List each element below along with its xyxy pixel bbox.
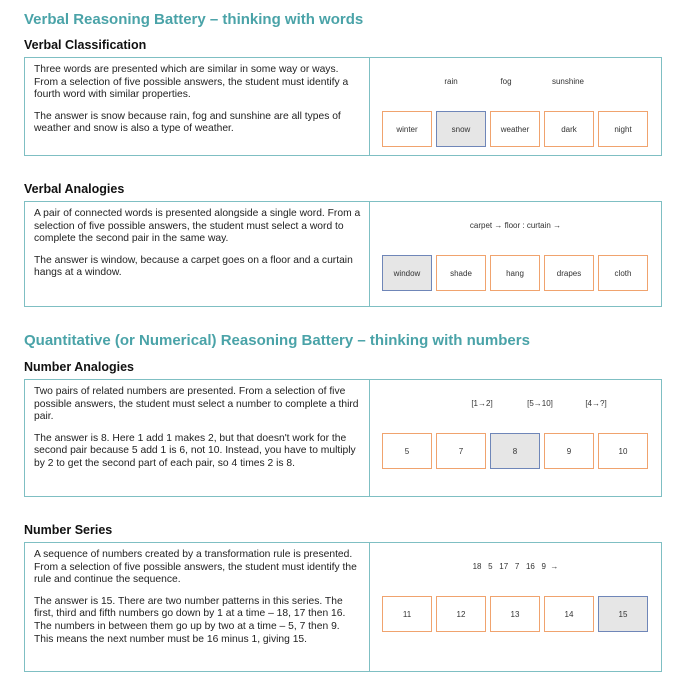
option-box: 13 (490, 596, 540, 632)
option-box: hang (490, 255, 540, 291)
example-panel (370, 380, 661, 496)
option-box: dark (544, 111, 594, 147)
description-paragraph: Three words are presented which are similar in some way or ways. From a selection of five possible answers, the student must identify a fourth word with similar properties. (34, 64, 349, 101)
answer-explanation: The answer is window, because a carpet goes on a floor and a curtain hangs at a window. (34, 254, 353, 279)
option-box-selected: snow (436, 111, 486, 147)
option-box: 14 (544, 596, 594, 632)
item-title-verbal-analogies: Verbal Analogies (24, 182, 125, 196)
prompt-pair: [1→2] (471, 399, 493, 408)
description-box (25, 380, 370, 496)
option-box: shade (436, 255, 486, 291)
prompt-word: fog (500, 77, 512, 86)
option-box: 10 (598, 433, 648, 469)
panel-number-analogies (24, 379, 662, 497)
option-box: weather (490, 111, 540, 147)
answer-options (382, 255, 652, 293)
answer-explanation: The answer is snow because rain, fog and sunshine are all types of weather and snow is also a type of weather. (34, 110, 341, 135)
description-paragraph: A pair of connected words is presented alongside a single word. From a selection of five possible answers, the student must select a word to complete the second pair in the same way. (34, 208, 361, 245)
description-box (25, 543, 370, 671)
description-box (25, 202, 370, 306)
option-box: cloth (598, 255, 648, 291)
answer-explanation: The answer is 15. There are two number patterns in this series. The first, third and fifth numbers go down by 1 at a time – 18, 17 then 16. The numbers in between them go up by two at a time – 5, 7 then 9. This means the next number must be 16 minus 1, giving 15. (34, 595, 346, 645)
prompt-sequence: 18 5 17 7 16 9 → (472, 562, 559, 571)
option-box: 7 (436, 433, 486, 469)
example-panel (370, 543, 661, 671)
prompt-pair: [4→?] (585, 399, 607, 408)
option-box: 12 (436, 596, 486, 632)
prompt-word: sunshine (551, 77, 585, 86)
option-box: 5 (382, 433, 432, 469)
description-box (25, 58, 370, 155)
panel-number-series (24, 542, 662, 672)
option-box-selected: 8 (490, 433, 540, 469)
option-box: night (598, 111, 648, 147)
option-box-selected: 15 (598, 596, 648, 632)
description-paragraph: Two pairs of related numbers are presented. From a selection of five possible answers, the student must select a number to complete a third pair. (34, 386, 359, 423)
example-panel (370, 58, 661, 155)
section-title-quantitative: Quantitative (or Numerical) Reasoning Battery – thinking with numbers (24, 332, 530, 349)
prompt-text: carpet → floor : curtain → (469, 221, 562, 230)
description-paragraph: A sequence of numbers created by a transformation rule is presented. From a selection of five possible answers, the student must identify the rule and continue the sequence. (34, 549, 357, 586)
prompt-word: rain (444, 77, 458, 86)
panel-verbal-analogies (24, 201, 662, 307)
answer-explanation: The answer is 8. Here 1 add 1 makes 2, but that doesn't work for the second pair because 5 add 1 is 6, not 10. Instead, you have to multiply by 2 to get the second part of each pair, so 4 times 2 is 8. (34, 432, 356, 469)
prompt-pair: [5→10] (527, 399, 553, 408)
option-box-selected: window (382, 255, 432, 291)
item-title-number-analogies: Number Analogies (24, 360, 134, 374)
question-prompt (370, 562, 661, 571)
example-panel (370, 202, 661, 306)
option-box: 9 (544, 433, 594, 469)
option-box: 11 (382, 596, 432, 632)
item-title-verbal-classification: Verbal Classification (24, 38, 147, 52)
answer-options (382, 111, 652, 149)
item-title-number-series: Number Series (24, 523, 113, 537)
question-prompt (370, 221, 661, 230)
option-box: winter (382, 111, 432, 147)
panel-verbal-classification (24, 57, 662, 156)
answer-options (382, 596, 652, 634)
section-title-verbal: Verbal Reasoning Battery – thinking with words (24, 11, 364, 28)
answer-options (382, 433, 652, 471)
option-box: drapes (544, 255, 594, 291)
